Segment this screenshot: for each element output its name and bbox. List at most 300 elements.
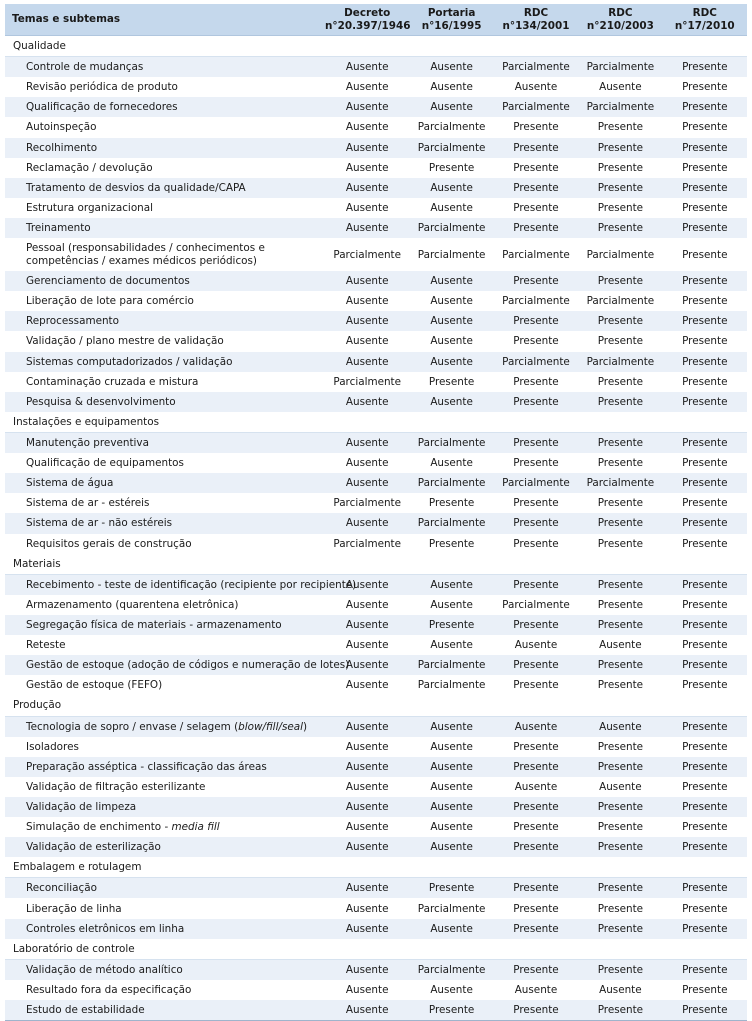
status-cell: Presente xyxy=(663,797,747,817)
status-cell: Presente xyxy=(494,959,578,980)
status-cell: Presente xyxy=(494,453,578,473)
status-cell: Presente xyxy=(578,737,662,757)
header-col-3-line2: n°134/2001 xyxy=(502,19,570,32)
table-row xyxy=(5,574,747,595)
status-cell: Parcialmente xyxy=(409,513,493,533)
table-row xyxy=(5,878,747,899)
status-cell: Presente xyxy=(578,898,662,918)
row-label: Sistema de água xyxy=(5,473,325,493)
table-row xyxy=(5,57,747,78)
status-cell: Parcialmente xyxy=(409,218,493,238)
status-cell: Ausente xyxy=(325,737,409,757)
section-title: Produção xyxy=(5,695,747,716)
header-col-5 xyxy=(663,4,747,36)
status-cell: Ausente xyxy=(409,980,493,1000)
status-cell: Presente xyxy=(578,513,662,533)
table-row xyxy=(5,331,747,351)
table-row xyxy=(5,493,747,513)
status-cell: Presente xyxy=(663,817,747,837)
status-cell: Presente xyxy=(663,473,747,493)
status-cell: Presente xyxy=(494,513,578,533)
status-cell: Ausente xyxy=(409,574,493,595)
status-cell: Presente xyxy=(663,57,747,78)
status-cell: Presente xyxy=(578,432,662,453)
comparison-table xyxy=(5,4,747,1021)
row-label: Reclamação / devolução xyxy=(5,158,325,178)
table-row xyxy=(5,837,747,857)
status-cell: Ausente xyxy=(325,980,409,1000)
status-cell: Ausente xyxy=(325,352,409,372)
row-label: Estrutura organizacional xyxy=(5,198,325,218)
status-cell: Presente xyxy=(494,615,578,635)
row-label: Gestão de estoque (FEFO) xyxy=(5,675,325,695)
status-cell: Ausente xyxy=(494,716,578,737)
header-col-1-line1: Decreto xyxy=(344,6,391,19)
header-col-5-line2: n°17/2010 xyxy=(674,19,735,32)
status-cell: Presente xyxy=(494,493,578,513)
status-cell: Parcialmente xyxy=(409,655,493,675)
status-cell: Presente xyxy=(409,372,493,392)
header-col-5-line1: RDC xyxy=(692,6,717,19)
status-cell: Presente xyxy=(663,432,747,453)
header-col-1 xyxy=(325,4,409,36)
status-cell: Ausente xyxy=(578,777,662,797)
section-title: Materiais xyxy=(5,554,747,575)
status-cell: Presente xyxy=(663,534,747,554)
status-cell: Presente xyxy=(494,158,578,178)
section-row xyxy=(5,412,747,433)
row-label: Validação de método analítico xyxy=(5,959,325,980)
table-row xyxy=(5,919,747,939)
row-label: Segregação física de materiais - armazenamento xyxy=(5,615,325,635)
status-cell: Parcialmente xyxy=(409,473,493,493)
row-label: Tecnologia de sopro / envase / selagem (blow/fill/seal) xyxy=(5,716,325,737)
status-cell: Ausente xyxy=(325,615,409,635)
status-cell: Ausente xyxy=(409,837,493,857)
table-header xyxy=(5,4,747,36)
status-cell: Ausente xyxy=(325,837,409,857)
table-row xyxy=(5,178,747,198)
header-col-4 xyxy=(578,4,662,36)
status-cell: Parcialmente xyxy=(494,595,578,615)
status-cell: Presente xyxy=(578,797,662,817)
row-label: Reteste xyxy=(5,635,325,655)
status-cell: Ausente xyxy=(409,311,493,331)
status-cell: Ausente xyxy=(325,919,409,939)
status-cell: Presente xyxy=(578,218,662,238)
status-cell: Ausente xyxy=(409,392,493,412)
table-row xyxy=(5,97,747,117)
status-cell: Presente xyxy=(494,372,578,392)
italic-term: media fill xyxy=(171,821,220,834)
status-cell: Presente xyxy=(663,716,747,737)
table-row xyxy=(5,311,747,331)
table-row xyxy=(5,777,747,797)
header-row xyxy=(5,4,747,36)
status-cell: Parcialmente xyxy=(409,138,493,158)
status-cell: Ausente xyxy=(325,635,409,655)
status-cell: Presente xyxy=(409,1000,493,1021)
status-cell: Presente xyxy=(578,178,662,198)
section-title: Qualidade xyxy=(5,36,747,57)
status-cell: Ausente xyxy=(325,898,409,918)
status-cell: Presente xyxy=(494,117,578,137)
status-cell: Presente xyxy=(578,372,662,392)
status-cell: Parcialmente xyxy=(409,898,493,918)
status-cell: Parcialmente xyxy=(494,473,578,493)
status-cell: Presente xyxy=(663,513,747,533)
status-cell: Ausente xyxy=(325,595,409,615)
table-row xyxy=(5,635,747,655)
status-cell: Presente xyxy=(663,878,747,899)
status-cell: Parcialmente xyxy=(578,238,662,271)
table-row xyxy=(5,980,747,1000)
status-cell: Ausente xyxy=(325,777,409,797)
status-cell: Presente xyxy=(663,919,747,939)
status-cell: Ausente xyxy=(325,716,409,737)
status-cell: Presente xyxy=(663,675,747,695)
header-col-2 xyxy=(409,4,493,36)
table-row xyxy=(5,757,747,777)
status-cell: Parcialmente xyxy=(494,57,578,78)
row-label: Estudo de estabilidade xyxy=(5,1000,325,1021)
status-cell: Presente xyxy=(578,919,662,939)
table-body xyxy=(5,36,747,1021)
status-cell: Presente xyxy=(663,777,747,797)
row-label: Tratamento de desvios da qualidade/CAPA xyxy=(5,178,325,198)
status-cell: Presente xyxy=(578,959,662,980)
status-cell: Ausente xyxy=(325,453,409,473)
status-cell: Ausente xyxy=(325,392,409,412)
table-row xyxy=(5,138,747,158)
status-cell: Ausente xyxy=(409,271,493,291)
status-cell: Presente xyxy=(409,534,493,554)
status-cell: Ausente xyxy=(325,817,409,837)
row-label: Controles eletrônicos em linha xyxy=(5,919,325,939)
status-cell: Presente xyxy=(494,574,578,595)
header-col-2-line2: n°16/1995 xyxy=(421,19,482,32)
status-cell: Presente xyxy=(663,959,747,980)
status-cell: Ausente xyxy=(409,453,493,473)
status-cell: Ausente xyxy=(409,919,493,939)
status-cell: Parcialmente xyxy=(409,117,493,137)
status-cell: Presente xyxy=(494,837,578,857)
status-cell: Ausente xyxy=(325,878,409,899)
status-cell: Presente xyxy=(494,655,578,675)
status-cell: Presente xyxy=(663,178,747,198)
status-cell: Presente xyxy=(663,271,747,291)
table-row xyxy=(5,797,747,817)
status-cell: Ausente xyxy=(325,218,409,238)
status-cell: Parcialmente xyxy=(409,238,493,271)
row-label: Reprocessamento xyxy=(5,311,325,331)
table-row xyxy=(5,372,747,392)
status-cell: Ausente xyxy=(409,777,493,797)
status-cell: Ausente xyxy=(325,757,409,777)
header-col-3 xyxy=(494,4,578,36)
table-row xyxy=(5,453,747,473)
status-cell: Ausente xyxy=(578,77,662,97)
table-row xyxy=(5,595,747,615)
section-title: Instalações e equipamentos xyxy=(5,412,747,433)
status-cell: Presente xyxy=(663,635,747,655)
row-label: Isoladores xyxy=(5,737,325,757)
status-cell: Presente xyxy=(663,238,747,271)
status-cell: Ausente xyxy=(578,980,662,1000)
table-row xyxy=(5,218,747,238)
status-cell: Presente xyxy=(494,534,578,554)
status-cell: Presente xyxy=(663,198,747,218)
status-cell: Presente xyxy=(494,311,578,331)
status-cell: Presente xyxy=(663,837,747,857)
status-cell: Ausente xyxy=(325,158,409,178)
status-cell: Ausente xyxy=(325,178,409,198)
table-row xyxy=(5,534,747,554)
row-label: Qualificação de fornecedores xyxy=(5,97,325,117)
status-cell: Ausente xyxy=(325,513,409,533)
status-cell: Presente xyxy=(663,493,747,513)
status-cell: Ausente xyxy=(494,980,578,1000)
status-cell: Ausente xyxy=(325,675,409,695)
status-cell: Parcialmente xyxy=(578,352,662,372)
row-label: Gestão de estoque (adoção de códigos e numeração de lotes) xyxy=(5,655,325,675)
status-cell: Parcialmente xyxy=(409,959,493,980)
table-row xyxy=(5,716,747,737)
status-cell: Parcialmente xyxy=(494,238,578,271)
row-label: Contaminação cruzada e mistura xyxy=(5,372,325,392)
section-row xyxy=(5,554,747,575)
status-cell: Presente xyxy=(663,331,747,351)
section-title: Embalagem e rotulagem xyxy=(5,857,747,878)
status-cell: Presente xyxy=(578,311,662,331)
status-cell: Ausente xyxy=(494,777,578,797)
row-label: Gerenciamento de documentos xyxy=(5,271,325,291)
status-cell: Presente xyxy=(663,218,747,238)
status-cell: Presente xyxy=(663,898,747,918)
status-cell: Ausente xyxy=(409,178,493,198)
row-label: Validação de filtração esterilizante xyxy=(5,777,325,797)
table-row xyxy=(5,238,747,271)
status-cell: Ausente xyxy=(409,635,493,655)
status-cell: Ausente xyxy=(409,352,493,372)
status-cell: Presente xyxy=(663,372,747,392)
status-cell: Ausente xyxy=(325,57,409,78)
table-row xyxy=(5,392,747,412)
status-cell: Ausente xyxy=(494,77,578,97)
comparison-table-container xyxy=(5,4,747,1021)
status-cell: Presente xyxy=(663,392,747,412)
status-cell: Ausente xyxy=(409,737,493,757)
status-cell: Ausente xyxy=(409,291,493,311)
table-row xyxy=(5,513,747,533)
table-row xyxy=(5,473,747,493)
row-label: Autoinspeção xyxy=(5,117,325,137)
status-cell: Presente xyxy=(663,352,747,372)
status-cell: Parcialmente xyxy=(325,238,409,271)
status-cell: Presente xyxy=(494,797,578,817)
status-cell: Ausente xyxy=(325,959,409,980)
status-cell: Parcialmente xyxy=(578,57,662,78)
status-cell: Presente xyxy=(494,218,578,238)
status-cell: Presente xyxy=(663,980,747,1000)
status-cell: Ausente xyxy=(325,77,409,97)
status-cell: Presente xyxy=(578,198,662,218)
status-cell: Ausente xyxy=(325,1000,409,1021)
status-cell: Presente xyxy=(494,432,578,453)
status-cell: Parcialmente xyxy=(409,675,493,695)
status-cell: Ausente xyxy=(494,635,578,655)
status-cell: Ausente xyxy=(409,331,493,351)
status-cell: Parcialmente xyxy=(409,432,493,453)
status-cell: Presente xyxy=(494,331,578,351)
row-label: Qualificação de equipamentos xyxy=(5,453,325,473)
status-cell: Presente xyxy=(494,392,578,412)
table-row xyxy=(5,959,747,980)
status-cell: Presente xyxy=(494,737,578,757)
row-label: Preparação asséptica - classificação das áreas xyxy=(5,757,325,777)
row-label: Treinamento xyxy=(5,218,325,238)
table-row xyxy=(5,898,747,918)
status-cell: Presente xyxy=(578,453,662,473)
status-cell: Presente xyxy=(578,615,662,635)
status-cell: Ausente xyxy=(578,716,662,737)
row-label: Pesquisa & desenvolvimento xyxy=(5,392,325,412)
row-label: Reconciliação xyxy=(5,878,325,899)
status-cell: Ausente xyxy=(409,817,493,837)
row-label: Sistemas computadorizados / validação xyxy=(5,352,325,372)
status-cell: Ausente xyxy=(325,655,409,675)
status-cell: Ausente xyxy=(409,97,493,117)
status-cell: Ausente xyxy=(325,473,409,493)
status-cell: Presente xyxy=(578,117,662,137)
row-label: Controle de mudanças xyxy=(5,57,325,78)
row-label: Validação / plano mestre de validação xyxy=(5,331,325,351)
status-cell: Ausente xyxy=(325,97,409,117)
status-cell: Ausente xyxy=(325,271,409,291)
status-cell: Presente xyxy=(663,737,747,757)
table-row xyxy=(5,675,747,695)
table-row xyxy=(5,655,747,675)
row-label: Liberação de lote para comércio xyxy=(5,291,325,311)
status-cell: Presente xyxy=(494,757,578,777)
status-cell: Presente xyxy=(578,534,662,554)
table-row xyxy=(5,291,747,311)
status-cell: Presente xyxy=(663,757,747,777)
status-cell: Presente xyxy=(663,615,747,635)
status-cell: Ausente xyxy=(325,291,409,311)
status-cell: Presente xyxy=(578,493,662,513)
status-cell: Ausente xyxy=(409,198,493,218)
row-label: Sistema de ar - estéreis xyxy=(5,493,325,513)
status-cell: Presente xyxy=(663,97,747,117)
status-cell: Parcialmente xyxy=(325,372,409,392)
row-label: Liberação de linha xyxy=(5,898,325,918)
status-cell: Presente xyxy=(578,138,662,158)
status-cell: Presente xyxy=(578,757,662,777)
status-cell: Presente xyxy=(494,271,578,291)
status-cell: Ausente xyxy=(325,574,409,595)
status-cell: Presente xyxy=(578,574,662,595)
status-cell: Ausente xyxy=(409,595,493,615)
status-cell: Ausente xyxy=(325,198,409,218)
status-cell: Presente xyxy=(578,817,662,837)
status-cell: Presente xyxy=(494,817,578,837)
header-col-3-line1: RDC xyxy=(523,6,549,19)
status-cell: Parcialmente xyxy=(494,352,578,372)
status-cell: Presente xyxy=(578,1000,662,1021)
table-row xyxy=(5,432,747,453)
status-cell: Parcialmente xyxy=(494,97,578,117)
status-cell: Presente xyxy=(494,919,578,939)
status-cell: Presente xyxy=(494,1000,578,1021)
header-topic: Temas e subtemas xyxy=(5,4,325,36)
section-row xyxy=(5,939,747,960)
table-row xyxy=(5,198,747,218)
status-cell: Presente xyxy=(663,138,747,158)
status-cell: Ausente xyxy=(409,757,493,777)
status-cell: Presente xyxy=(578,392,662,412)
row-label: Validação de esterilização xyxy=(5,837,325,857)
status-cell: Presente xyxy=(663,453,747,473)
status-cell: Ausente xyxy=(325,797,409,817)
status-cell: Ausente xyxy=(409,797,493,817)
status-cell: Ausente xyxy=(409,716,493,737)
status-cell: Presente xyxy=(578,595,662,615)
section-row xyxy=(5,695,747,716)
row-label: Resultado fora da especificação xyxy=(5,980,325,1000)
status-cell: Parcialmente xyxy=(325,534,409,554)
table-row xyxy=(5,158,747,178)
row-label: Requisitos gerais de construção xyxy=(5,534,325,554)
table-row xyxy=(5,817,747,837)
status-cell: Presente xyxy=(578,837,662,857)
table-row xyxy=(5,352,747,372)
status-cell: Ausente xyxy=(578,635,662,655)
status-cell: Presente xyxy=(494,675,578,695)
table-row xyxy=(5,615,747,635)
status-cell: Presente xyxy=(663,291,747,311)
status-cell: Presente xyxy=(663,655,747,675)
status-cell: Presente xyxy=(578,675,662,695)
status-cell: Presente xyxy=(578,878,662,899)
status-cell: Presente xyxy=(409,878,493,899)
status-cell: Presente xyxy=(663,595,747,615)
status-cell: Presente xyxy=(494,138,578,158)
status-cell: Parcialmente xyxy=(494,291,578,311)
table-row xyxy=(5,737,747,757)
status-cell: Parcialmente xyxy=(578,473,662,493)
status-cell: Ausente xyxy=(409,77,493,97)
status-cell: Parcialmente xyxy=(325,493,409,513)
status-cell: Parcialmente xyxy=(578,291,662,311)
row-label: Simulação de enchimento - media fill xyxy=(5,817,325,837)
status-cell: Ausente xyxy=(325,432,409,453)
header-col-4-line1: RDC xyxy=(608,6,633,19)
header-col-1-line2: n°20.397/1946 xyxy=(325,19,411,32)
row-label: Revisão periódica de produto xyxy=(5,77,325,97)
table-row xyxy=(5,77,747,97)
status-cell: Presente xyxy=(578,271,662,291)
status-cell: Parcialmente xyxy=(578,97,662,117)
section-title: Laboratório de controle xyxy=(5,939,747,960)
status-cell: Ausente xyxy=(325,138,409,158)
row-label: Validação de limpeza xyxy=(5,797,325,817)
row-label: Recebimento - teste de identificação (recipiente por recipiente) xyxy=(5,574,325,595)
status-cell: Presente xyxy=(663,117,747,137)
status-cell: Presente xyxy=(663,158,747,178)
status-cell: Ausente xyxy=(325,311,409,331)
row-label: Pessoal (responsabilidades / conhecimentos e competências / exames médicos periódicos) xyxy=(5,238,325,271)
